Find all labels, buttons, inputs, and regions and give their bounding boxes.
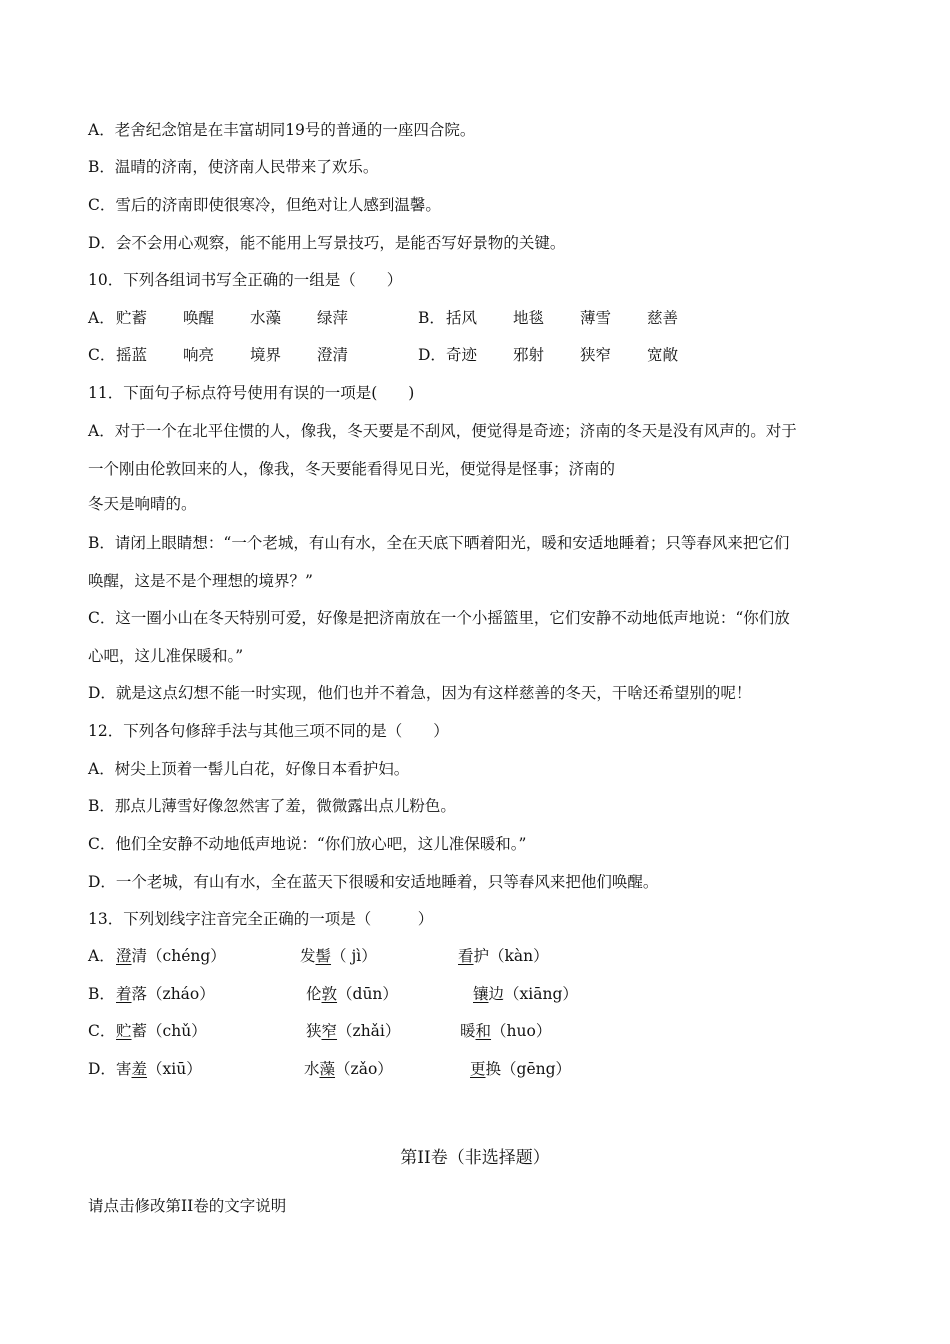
q9-option-c: C．雪后的济南即使很寒冷，但绝对让人感到温馨。: [88, 196, 441, 214]
q11-option-b: B．请闭上眼睛想：“一个老城，有山有水，全在天底下晒着阳光，暖和安适地睡着；只等春风来把它们: [88, 534, 790, 552]
q10-a-label: A．: [88, 309, 115, 327]
q13-b-label: B．: [88, 985, 115, 1003]
section-2-note[interactable]: 请点击修改第II卷的文字说明: [88, 1197, 287, 1215]
q13-d-item: 更换（gēng）: [470, 1060, 572, 1078]
q11-option-a: A．对于一个在北平住惯的人，像我，冬天要是不刮风，便觉得是奇迹；济南的冬天是没有风声的。对于: [88, 422, 797, 440]
q12-stem: 12．下列各句修辞手法与其他三项不同的是（ ）: [88, 722, 449, 740]
q9-option-d: D．会不会用心观察，能不能用上写景技巧，是能否写好景物的关键。: [88, 234, 566, 252]
q11-option-d: D．就是这点幻想不能一时实现，他们也并不着急，因为有这样慈善的冬天，干啥还希望别的呢！: [88, 684, 752, 702]
q13-c-label: C．: [88, 1022, 116, 1040]
q10-c-word: 响亮: [183, 346, 215, 364]
q10-b-word: 薄雪: [580, 309, 612, 327]
q13-a-item: 澄清（chéng）: [116, 947, 226, 965]
q10-b-word: 括风: [446, 309, 478, 327]
q12-option-d: D．一个老城，有山有水，全在蓝天下很暖和安适地睡着，只等春风来把他们唤醒。: [88, 873, 659, 891]
q13-c-item: 狭窄（zhǎi）: [306, 1022, 401, 1040]
q13-a-item: 看护（kàn）: [458, 947, 549, 965]
q10-b-word: 地毯: [513, 309, 545, 327]
section-2-title: 第II卷（非选择题）: [400, 1148, 550, 1168]
q11-option-b-cont: 唤醒，这是不是个理想的境界？”: [88, 572, 313, 590]
q11-option-a-cont: 一个刚由伦敦回来的人，像我，冬天要能看得见日光，便觉得是怪事；济南的: [88, 460, 616, 478]
q11-option-a-cont: 冬天是响晴的。: [88, 495, 197, 513]
q13-b-item: 镶边（xiāng）: [473, 985, 578, 1003]
q13-a-item: 发髻（ jì）: [300, 947, 377, 965]
q13-a-label: A．: [88, 947, 115, 965]
q12-option-c: C．他们全安静不动地低声地说：“你们放心吧，这儿准保暖和。”: [88, 835, 527, 853]
q10-stem: 10．下列各组词书写全正确的一组是（ ）: [88, 271, 403, 289]
q10-c-word: 摇蓝: [116, 346, 148, 364]
q10-b-word: 慈善: [647, 309, 679, 327]
q10-a-word: 绿萍: [317, 309, 349, 327]
q9-option-a: A．老舍纪念馆是在丰富胡同19号的普通的一座四合院。: [88, 121, 476, 139]
q10-a-word: 水藻: [250, 309, 282, 327]
q10-d-word: 邪射: [513, 346, 545, 364]
q10-b-label: B．: [418, 309, 445, 327]
q10-d-word: 奇迹: [446, 346, 478, 364]
q11-option-c-cont: 心吧，这儿准保暖和。”: [88, 647, 244, 665]
q9-option-b: B．温晴的济南，使济南人民带来了欢乐。: [88, 158, 379, 176]
q13-d-item: 害羞（xiū）: [116, 1060, 202, 1078]
q13-c-item: 贮蓄（chǔ）: [116, 1022, 207, 1040]
q11-option-c: C．这一圈小山在冬天特别可爱，好像是把济南放在一个小摇篮里，它们安静不动地低声地说：“你们放: [88, 609, 790, 627]
q13-stem: 13．下列划线字注音完全正确的一项是（ ）: [88, 910, 434, 928]
q12-option-b: B．那点儿薄雪好像忽然害了羞，微微露出点儿粉色。: [88, 797, 456, 815]
q13-c-item: 暖和（huo）: [460, 1022, 552, 1040]
q11-stem: 11．下面句子标点符号使用有误的一项是( ): [88, 384, 415, 402]
q13-d-label: D．: [88, 1060, 116, 1078]
q10-a-word: 唤醒: [183, 309, 215, 327]
q10-c-word: 境界: [250, 346, 282, 364]
q10-d-label: D．: [418, 346, 446, 364]
q10-c-label: C．: [88, 346, 116, 364]
q13-b-item: 着落（zháo）: [116, 985, 215, 1003]
q13-b-item: 伦敦（dūn）: [306, 985, 398, 1003]
q12-option-a: A．树尖上顶着一髻儿白花，好像日本看护妇。: [88, 760, 410, 778]
q10-c-word: 澄清: [317, 346, 349, 364]
q13-d-item: 水藻（zǎo）: [304, 1060, 393, 1078]
q10-a-word: 贮蓄: [116, 309, 148, 327]
q10-d-word: 狭窄: [580, 346, 612, 364]
q10-d-word: 宽敞: [647, 346, 679, 364]
